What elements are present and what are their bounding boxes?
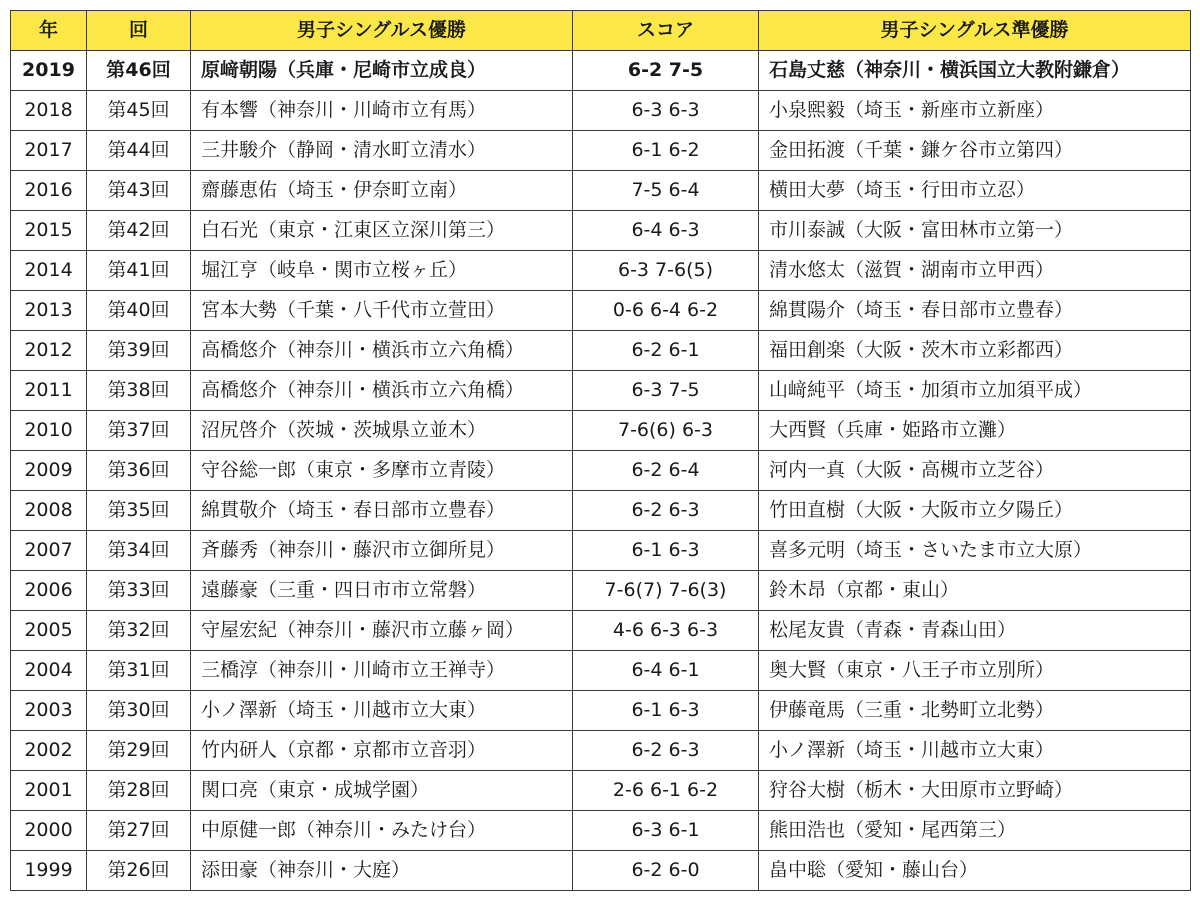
score-cell: 6-1 6-3: [573, 531, 759, 571]
score-cell: 6-4 6-3: [573, 211, 759, 251]
winner-cell: 綿貫敬介（埼玉・春日部市立豊春）: [191, 491, 573, 531]
winner-cell: 三橋淳（神奈川・川崎市立王禅寺）: [191, 651, 573, 691]
edition-cell: 第41回: [87, 251, 191, 291]
winner-cell: 有本響（神奈川・川崎市立有馬）: [191, 91, 573, 131]
edition-cell: 第28回: [87, 771, 191, 811]
winner-cell: 小ノ澤新（埼玉・川越市立大東）: [191, 691, 573, 731]
edition-cell: 第31回: [87, 651, 191, 691]
edition-cell: 第43回: [87, 171, 191, 211]
runner-up-cell: 小泉煕毅（埼玉・新座市立新座）: [759, 91, 1191, 131]
score-cell: 7-6(7) 7-6(3): [573, 571, 759, 611]
year-cell: 2006: [11, 571, 87, 611]
table-row: [11, 771, 1191, 811]
edition-cell: 第42回: [87, 211, 191, 251]
score-cell: 6-3 6-1: [573, 811, 759, 851]
runner-up-cell: 小ノ澤新（埼玉・川越市立大東）: [759, 731, 1191, 771]
score-cell: 6-2 6-0: [573, 851, 759, 891]
edition-cell: 第45回: [87, 91, 191, 131]
edition-cell: 第36回: [87, 451, 191, 491]
runner-up-cell: 松尾友貴（青森・青森山田）: [759, 611, 1191, 651]
score-cell: 6-1 6-2: [573, 131, 759, 171]
edition-cell: 第26回: [87, 851, 191, 891]
table-row: [11, 691, 1191, 731]
runner-up-cell: 福田創楽（大阪・茨木市立彩都西）: [759, 331, 1191, 371]
score-cell: 6-1 6-3: [573, 691, 759, 731]
score-cell: 6-3 7-5: [573, 371, 759, 411]
runner-up-cell: 山﨑純平（埼玉・加須市立加須平成）: [759, 371, 1191, 411]
score-cell: 6-4 6-1: [573, 651, 759, 691]
table-row: [11, 91, 1191, 131]
table-row: [11, 731, 1191, 771]
table-row: [11, 811, 1191, 851]
year-cell: 2008: [11, 491, 87, 531]
winner-cell: 齋藤恵佑（埼玉・伊奈町立南）: [191, 171, 573, 211]
runner-up-cell: 綿貫陽介（埼玉・春日部市立豊春）: [759, 291, 1191, 331]
runner-up-cell: 鈴木昂（京都・東山）: [759, 571, 1191, 611]
edition-cell: 第27回: [87, 811, 191, 851]
year-cell: 2011: [11, 371, 87, 411]
table-row: [11, 171, 1191, 211]
table-row: [11, 571, 1191, 611]
winner-cell: 関口亮（東京・成城学園）: [191, 771, 573, 811]
header-score: スコア: [573, 11, 759, 51]
table-row: [11, 451, 1191, 491]
table-row: [11, 491, 1191, 531]
runner-up-cell: 伊藤竜馬（三重・北勢町立北勢）: [759, 691, 1191, 731]
header-year: 年: [11, 11, 87, 51]
results-table: [10, 10, 1191, 891]
year-cell: 2003: [11, 691, 87, 731]
edition-cell: 第38回: [87, 371, 191, 411]
edition-cell: 第40回: [87, 291, 191, 331]
winner-cell: 斉藤秀（神奈川・藤沢市立御所見）: [191, 531, 573, 571]
score-cell: 7-5 6-4: [573, 171, 759, 211]
winner-cell: 高橋悠介（神奈川・横浜市立六角橋）: [191, 371, 573, 411]
winner-cell: 守屋宏紀（神奈川・藤沢市立藤ヶ岡）: [191, 611, 573, 651]
winner-cell: 堀江亨（岐阜・関市立桜ヶ丘）: [191, 251, 573, 291]
edition-cell: 第37回: [87, 411, 191, 451]
winner-cell: 竹内研人（京都・京都市立音羽）: [191, 731, 573, 771]
runner-up-cell: 清水悠太（滋賀・湖南市立甲西）: [759, 251, 1191, 291]
edition-cell: 第39回: [87, 331, 191, 371]
winner-cell: 中原健一郎（神奈川・みたけ台）: [191, 811, 573, 851]
table-row: [11, 851, 1191, 891]
score-cell: 2-6 6-1 6-2: [573, 771, 759, 811]
edition-cell: 第33回: [87, 571, 191, 611]
runner-up-cell: 河内一真（大阪・高槻市立芝谷）: [759, 451, 1191, 491]
year-cell: 1999: [11, 851, 87, 891]
runner-up-cell: 市川泰誠（大阪・富田林市立第一）: [759, 211, 1191, 251]
year-cell: 2014: [11, 251, 87, 291]
table-row: [11, 331, 1191, 371]
year-cell: 2018: [11, 91, 87, 131]
year-cell: 2015: [11, 211, 87, 251]
table-row: [11, 411, 1191, 451]
table-row: [11, 291, 1191, 331]
year-cell: 2007: [11, 531, 87, 571]
year-cell: 2001: [11, 771, 87, 811]
year-cell: 2002: [11, 731, 87, 771]
year-cell: 2000: [11, 811, 87, 851]
header-winner: 男子シングルス優勝: [191, 11, 573, 51]
runner-up-cell: 熊田浩也（愛知・尾西第三）: [759, 811, 1191, 851]
table-row: [11, 131, 1191, 171]
winner-cell: 白石光（東京・江東区立深川第三）: [191, 211, 573, 251]
year-cell: 2012: [11, 331, 87, 371]
year-cell: 2004: [11, 651, 87, 691]
header-runner-up: 男子シングルス準優勝: [759, 11, 1191, 51]
winner-cell: 宮本大勢（千葉・八千代市立萱田）: [191, 291, 573, 331]
score-cell: 6-2 6-4: [573, 451, 759, 491]
winner-cell: 沼尻啓介（茨城・茨城県立並木）: [191, 411, 573, 451]
table-body: [11, 51, 1191, 891]
header-edition: 回: [87, 11, 191, 51]
edition-cell: 第46回: [87, 51, 191, 91]
score-cell: 6-2 7-5: [573, 51, 759, 91]
score-cell: 7-6(6) 6-3: [573, 411, 759, 451]
winner-cell: 添田豪（神奈川・大庭）: [191, 851, 573, 891]
year-cell: 2009: [11, 451, 87, 491]
edition-cell: 第30回: [87, 691, 191, 731]
table-row: [11, 51, 1191, 91]
runner-up-cell: 金田拓渡（千葉・鎌ケ谷市立第四）: [759, 131, 1191, 171]
runner-up-cell: 石島丈慈（神奈川・横浜国立大教附鎌倉）: [759, 51, 1191, 91]
score-cell: 6-3 7-6(5): [573, 251, 759, 291]
table-row: [11, 211, 1191, 251]
score-cell: 6-3 6-3: [573, 91, 759, 131]
winner-cell: 遠藤豪（三重・四日市市立常磐）: [191, 571, 573, 611]
edition-cell: 第44回: [87, 131, 191, 171]
runner-up-cell: 畠中聡（愛知・藤山台）: [759, 851, 1191, 891]
score-cell: 6-2 6-3: [573, 491, 759, 531]
table-row: [11, 651, 1191, 691]
year-cell: 2019: [11, 51, 87, 91]
edition-cell: 第29回: [87, 731, 191, 771]
winner-cell: 原﨑朝陽（兵庫・尼崎市立成良）: [191, 51, 573, 91]
runner-up-cell: 大西賢（兵庫・姫路市立灘）: [759, 411, 1191, 451]
table-header: [11, 11, 1191, 51]
edition-cell: 第32回: [87, 611, 191, 651]
runner-up-cell: 奥大賢（東京・八王子市立別所）: [759, 651, 1191, 691]
edition-cell: 第35回: [87, 491, 191, 531]
table-row: [11, 251, 1191, 291]
winner-cell: 三井駿介（静岡・清水町立清水）: [191, 131, 573, 171]
score-cell: 6-2 6-1: [573, 331, 759, 371]
header-row: [11, 11, 1191, 51]
winner-cell: 高橋悠介（神奈川・横浜市立六角橋）: [191, 331, 573, 371]
table-row: [11, 611, 1191, 651]
runner-up-cell: 竹田直樹（大阪・大阪市立夕陽丘）: [759, 491, 1191, 531]
year-cell: 2017: [11, 131, 87, 171]
edition-cell: 第34回: [87, 531, 191, 571]
year-cell: 2005: [11, 611, 87, 651]
runner-up-cell: 横田大夢（埼玉・行田市立忍）: [759, 171, 1191, 211]
year-cell: 2013: [11, 291, 87, 331]
runner-up-cell: 狩谷大樹（栃木・大田原市立野崎）: [759, 771, 1191, 811]
year-cell: 2016: [11, 171, 87, 211]
runner-up-cell: 喜多元明（埼玉・さいたま市立大原）: [759, 531, 1191, 571]
winner-cell: 守谷総一郎（東京・多摩市立青陵）: [191, 451, 573, 491]
table-row: [11, 531, 1191, 571]
year-cell: 2010: [11, 411, 87, 451]
table-row: [11, 371, 1191, 411]
score-cell: 4-6 6-3 6-3: [573, 611, 759, 651]
score-cell: 6-2 6-3: [573, 731, 759, 771]
score-cell: 0-6 6-4 6-2: [573, 291, 759, 331]
